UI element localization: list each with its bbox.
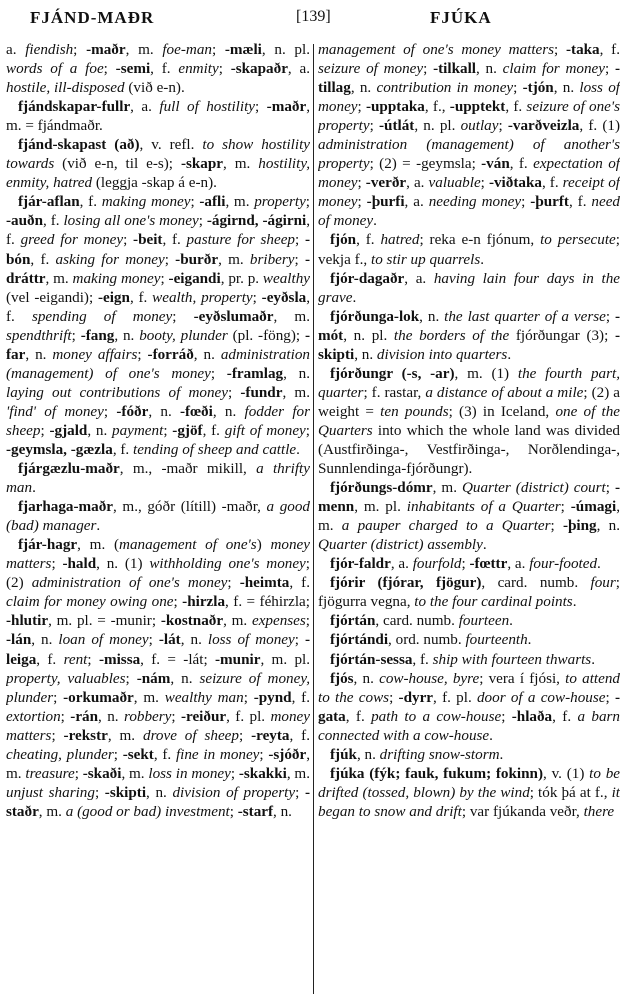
- running-head-left: FJÁND-MAÐR: [30, 8, 155, 27]
- dictionary-entry: fjórtán, card. numb. fourteen.: [330, 612, 513, 630]
- dictionary-entry: fjórir (fjórar, fjögur), card. numb. four; fjögurra vegna, to the four cardinal points.: [318, 574, 620, 611]
- column-divider: [313, 44, 314, 994]
- dictionary-entry: fjón, f. hatred; reka e-n fjónum, to persecute; vekja f., to stir up quarrels.: [318, 231, 620, 268]
- page-header: [0, 0, 625, 40]
- dictionary-entry: fjár-aflan, f. making money; -afli, m. property; -auðn, f. losing all one's money; -ágirnd, -ágirni, f. greed for money; -beit, f. pasture for sheep; -bón, f. asking for money; -burðr, m. bribery; -dráttr, m. making money; -eigandi, pr. p. wealthy (vel -eigandi); -eign, f. wealth, property; -eyðsla, f. spending of money; -eyðslumaðr, m. spendthrift; -fang, n. booty, plunder (pl. -föng); -far, n. money affairs; -forráð, n. administration (management) of one's money; -framlag, n. laying out contributions of money; -fundr, m. 'find' of money; -fóðr, n. -fœði, n. fodder for sheep; -gjald, n. payment; -gjöf, f. gift of money; -geymsla, -gæzla, f. tending of sheep and cattle.: [6, 193, 310, 458]
- left-column: [6, 40, 310, 998]
- dictionary-entry: fjándskapar-fullr, a. full of hostility; -maðr, m. = fjándmaðr.: [6, 98, 310, 135]
- dictionary-entry: management of one's money matters; -taka, f. seizure of money; -tilkall, n. claim for money; -tillag, n. contribution in money; -tjón, n. loss of money; -upptaka, f., -upptekt, f. seizure of one's property; -útlát, n. pl. outlay; -varðveizla, f. (1) administration (management) of another's property; (2) = -geymsla; -ván, f. expectation of money; -verðr, a. valuable; -viðtaka, f. receipt of money; -þurfi, a. needing money; -þurft, f. need of money.: [318, 41, 620, 230]
- dictionary-entry: fjánd-skapast (að), v. refl. to show hostility towards (við e-n, til e-s); -skapr, m. hostility, enmity, hatred (leggja -skap á e-n).: [6, 136, 310, 192]
- dictionary-entry: fjórtán-sessa, f. ship with fourteen thwarts.: [330, 650, 595, 668]
- dictionary-entry: fjór-faldr, a. fourfold; -fœttr, a. four-footed.: [330, 555, 601, 573]
- dictionary-entry: fjórðungs-dómr, m. Quarter (district) court; -menn, m. pl. inhabitants of a Quarter; -úmagi, m. a pauper charged to a Quarter; -þing, n. Quarter (district) assembly.: [318, 479, 620, 554]
- dictionary-entry: fjárgæzlu-maðr, m., -maðr mikill, a thrifty man.: [6, 460, 310, 497]
- dictionary-entry: fjórðunga-lok, n. the last quarter of a verse; -mót, n. pl. the borders of the fjórðungar (3); -skipti, n. division into quarters.: [318, 307, 620, 363]
- dictionary-entry: fjór-dagaðr, a. having lain four days in the grave.: [318, 269, 620, 306]
- dictionary-entry: fjúk, n. drifting snow-storm.: [330, 745, 504, 763]
- dictionary-entry: fjós, n. cow-house, byre; vera í fjósi, to attend to the cows; -dyrr, f. pl. door of a cow-house; -gata, f. path to a cow-house; -hlaða, f. a barn connected with a cow-house.: [318, 669, 620, 744]
- dictionary-entry: fjarhaga-maðr, m., góðr (lítill) -maðr, a good (bad) manager.: [6, 498, 310, 535]
- dictionary-entry: fjórtándi, ord. numb. fourteenth.: [330, 631, 532, 649]
- dictionary-entry: fjár-hagr, m. (management of one's) money matters; -hald, n. (1) withholding one's money; (2) administration of one's money; -heimta, f. claim for money owing one; -hirzla, f. = féhirzla; -hlutir, m. pl. = -munir; -kostnaðr, m. expenses; -lán, n. loan of money; -lát, n. loss of money; -leiga, f. rent; -missa, f. = -lát; -munir, m. pl. property, valuables; -nám, n. seizure of money, plunder; -orkumaðr, m. wealthy man; -pynd, f. extortion; -rán, n. robbery; -reiður, f. pl. money matters; -rekstr, m. drove of sheep; -reyta, f. cheating, plunder; -sekt, f. fine in money; -sjóðr, m. treasure; -skaði, m. loss in money; -skakki, m. unjust sharing; -skipti, n. division of property; -staðr, m. a (good or bad) investment; -starf, n.: [6, 536, 310, 820]
- right-column: [318, 40, 620, 998]
- dictionary-entry: fjórðungr (-s, -ar), m. (1) the fourth part, quarter; f. rastar, a distance of about a mile; (2) a weight = ten pounds; (3) in Iceland, one of the Quarters into which the whole land was divided (Austfirðinga-, Vestfirðinga-, Norðlendinga-, Sunnlendinga-fjórðungr).: [318, 364, 620, 478]
- page-number: [139]: [296, 8, 331, 25]
- dictionary-entry: a. fiendish; -maðr, m. foe-man; -mæli, n. pl. words of a foe; -semi, f. enmity; -skapaðr, a. hostile, ill-disposed (við e-n).: [6, 41, 310, 97]
- running-head-right: FJÚKA: [430, 8, 492, 27]
- dictionary-entry: fjúka (fýk; fauk, fukum; fokinn), v. (1) to be drifted (tossed, blown) by the wind; tók þá at f., it began to snow and drift; var fjúkanda veðr, there: [318, 764, 620, 820]
